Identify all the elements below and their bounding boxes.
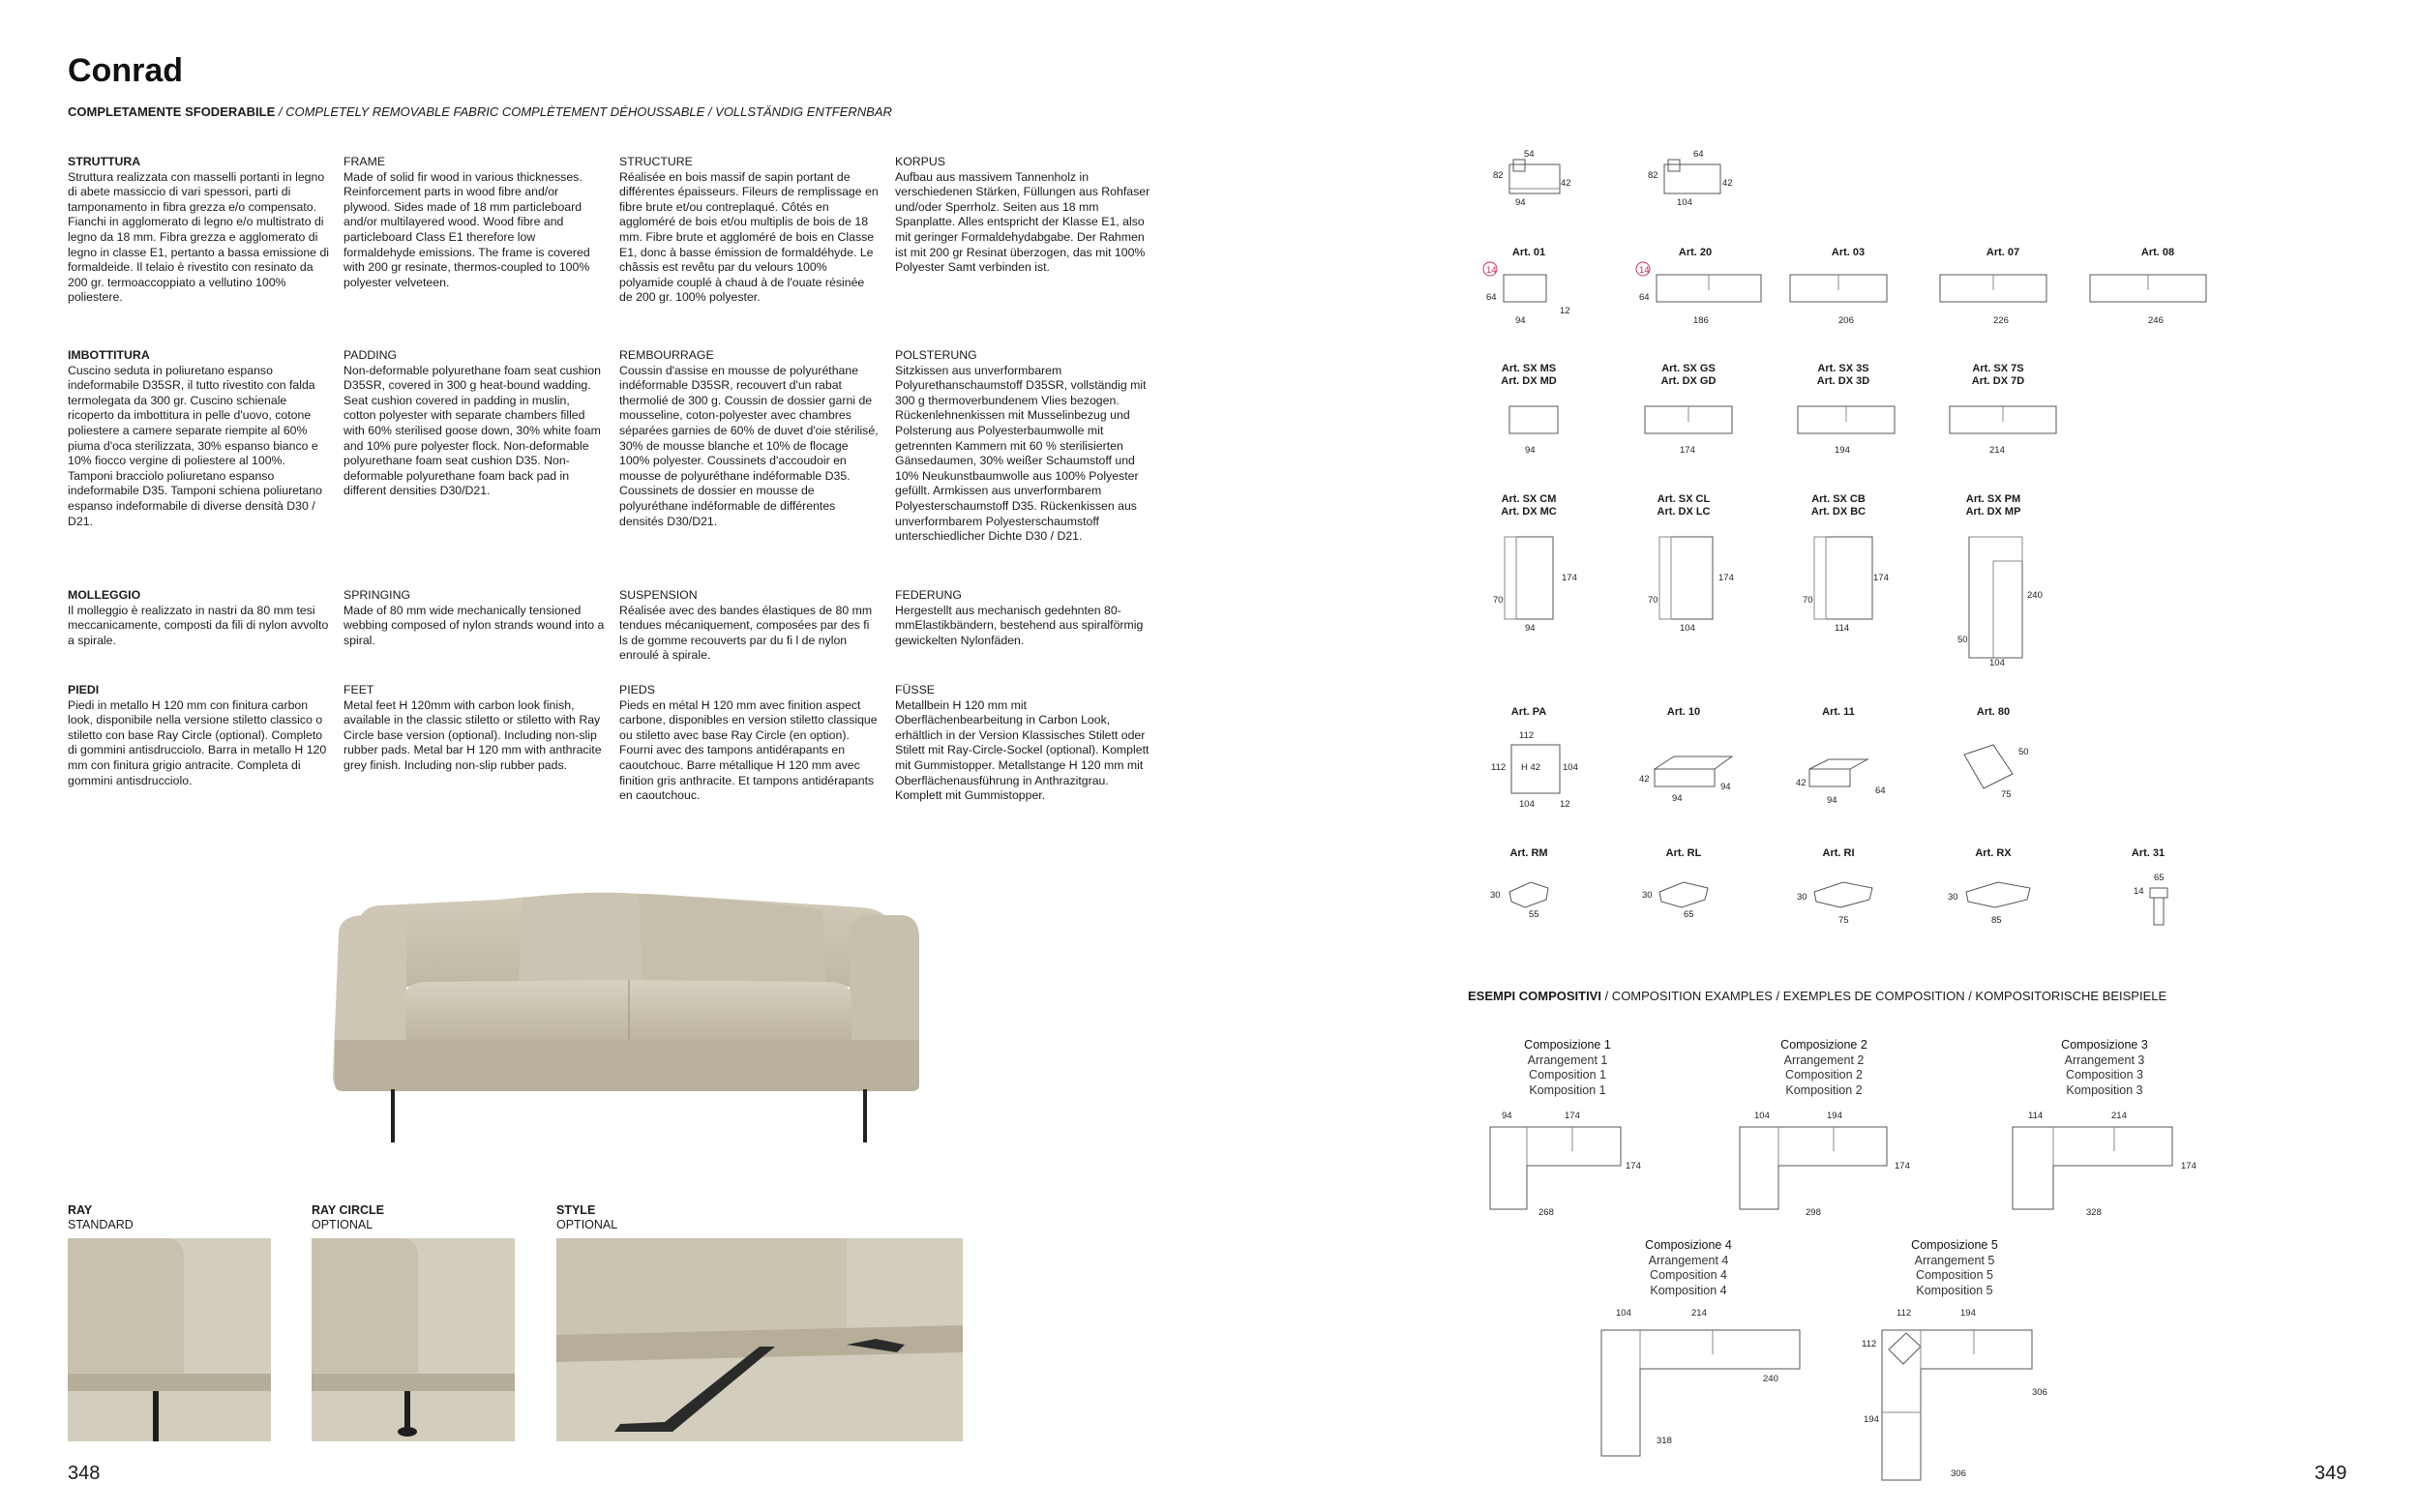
dim-r1-5: 64 [1639,292,1650,303]
dim-r4-0: 112 [1519,730,1535,741]
drawings-row-3 [1490,532,2071,667]
comp2-dim-1: 194 [1827,1111,1842,1121]
comp4-dim-0: 104 [1616,1308,1631,1319]
dim-top2-b: 82 [1648,170,1658,181]
col-en-padding: PADDING Non-deformable polyurethane foam seat cushion D35SR, covered in 300 g heat-bound wadding. Seat cushion covered in padding in muslin, cotton polyester with separate chambers filled with 60% sterilised goose down, 30% white foam and 10% pure polyester flock. Non-deformable polyurethane foam seat cushion D35. Non-deformable polyurethane foam back pad in different densities D30/D21. [343,348,601,498]
dim-top1-b: 82 [1493,170,1504,181]
dim-r4-8: 94 [1720,782,1731,792]
art-label-rl: Art. RL [1665,847,1702,859]
comp1-dim-2: 174 [1626,1161,1641,1171]
art-label-01: Art. 01 [1511,247,1546,258]
art-label-cl-lc: Art. SX CL Art. DX LC [1657,493,1711,518]
dim-r3-3: 174 [1718,573,1734,583]
dim-r5-2: 30 [1642,890,1653,901]
drawings-row-4 [1490,735,2071,813]
col-de-polsterung: POLSTERUNG Sitzkissen aus unverformbarem Polyurethanschaumstoff D35SR, vollständig mit 300 g thermoverbundenem Vlies bezogen. Rückenlehnenkissen mit Musselinbezug und Polsterung aus Polyesterbaumwolle mit getrennten Kammern mit 60 % sterilisierten Gänsedaumen, 30% weißer Schaumstoff und 10% Neukunstbaumwolle aus 100% Polyester gefüllt. Armkissen aus unverformbarem Polyesterschaumstoff D35. Rückenkissen aus unverformbarem Polyesterschaumstoff unterschiedlicher Dichte D30 / D21. [895,348,1147,544]
dim-r2-1: 174 [1680,445,1695,456]
col-fr-suspension: SUSPENSION Réalisée avec des bandes élastiques de 80 mm tendues mécaniquement, composées par des fi ls de gomme recouverts par du fi l de nylon enroulé à spirale. [619,588,873,663]
dim-r1-8: 226 [1993,315,2009,326]
page-number-left: 348 [68,1463,101,1484]
composition-1-label: Composizione 1 Arrangement 1 Composition 1 Komposition 1 [1524,1038,1611,1097]
dim-r3-9: 240 [2027,590,2043,601]
dim-r4-10: 94 [1827,795,1837,806]
dim-top2-a: 64 [1693,149,1704,160]
comp1-dim-3: 268 [1538,1207,1554,1218]
dim-r2-0: 94 [1525,445,1536,456]
art-label-10: Art. 10 [1666,706,1701,718]
dim-r2-2: 194 [1835,445,1850,456]
dim-r4-5: 12 [1560,799,1570,810]
dim-r5-9: 14 [2134,886,2144,897]
comp5-dim-4: 194 [1864,1414,1879,1425]
col-it-molleggio: MOLLEGGIO Il molleggio è realizzato in nastri da 80 mm tesi meccanicamente, composti da fili di nylon avvolto a spirale. [68,588,329,647]
leg-label-ray-circle: RAY CIRCLE OPTIONAL [312,1203,385,1231]
dim-r1-0: 14 [1486,265,1497,276]
art-label-cb-bc: Art. SX CB Art. DX BC [1810,493,1867,518]
dim-r1-3: 94 [1515,315,1526,326]
comp5-dim-1: 194 [1960,1308,1976,1319]
dim-r3-0: 174 [1562,573,1577,583]
dim-r4-7: 94 [1672,793,1683,804]
comp5-dim-0: 112 [1896,1308,1912,1319]
comp4-dim-1: 214 [1691,1308,1707,1319]
dim-r1-4: 14 [1639,265,1650,276]
leg-label-style: STYLE OPTIONAL [556,1203,618,1231]
dim-r4-1: 112 [1491,762,1507,773]
dim-top1-a: 54 [1524,149,1535,160]
comp4-dim-3: 318 [1657,1436,1672,1446]
art-label-cm-mc: Art. SX CM Art. DX MC [1501,493,1557,518]
art-label-pm-mp: Art. SX PM Art. DX MP [1965,493,2021,518]
dim-r4-2: H 42 [1521,762,1541,773]
dim-r3-7: 70 [1803,595,1813,606]
art-label-rm: Art. RM [1509,847,1548,859]
art-label-7s-7d: Art. SX 7S Art. DX 7D [1971,363,2025,387]
dim-r4-11: 64 [1875,786,1886,796]
dim-r4-9: 42 [1796,778,1807,788]
dim-r1-7: 206 [1838,315,1854,326]
dim-r5-0: 30 [1490,890,1501,901]
dim-r1-6: 186 [1693,315,1709,326]
comp3-dim-0: 114 [2028,1111,2044,1121]
comp1-dim-1: 174 [1565,1111,1580,1121]
comp5-dim-2: 112 [1862,1339,1877,1349]
dim-r1-9: 246 [2148,315,2164,326]
art-label-pa: Art. PA [1510,706,1547,718]
art-label-ms-md: Art. SX MS Art. DX MD [1501,363,1557,387]
art-label-08: Art. 08 [2140,247,2175,258]
dim-r5-8: 65 [2154,873,2165,883]
art-label-ri: Art. RI [1822,847,1855,859]
col-fr-pieds: PIEDS Pieds en métal H 120 mm avec finition aspect carbone, disponibles en version stiletto classique ou stiletto avec base Ray Circle (en option). Fourni avec des tampons antidérapants en caoutchouc. Barre métallique H 120 mm avec finition gris anthracite. Et tampons antidérapants en caoutchouc. [619,683,878,803]
dim-top2-c: 42 [1722,178,1733,189]
page-title: Conrad [68,52,183,89]
page-number-right: 349 [2314,1463,2347,1484]
dim-r3-5: 104 [1680,623,1695,634]
art-label-rx: Art. RX [1975,847,2012,859]
dim-r4-6: 42 [1639,774,1650,785]
dim-r4-4: 104 [1519,799,1535,810]
col-it-imbottitura: IMBOTTITURA Cuscino seduta in poliuretano espanso indeformabile D35SR, il tutto rivestito con falda termolegata da 300 gr. Cuscino schienale ricoperto da imbottitura in pelle d'uovo, cotone poliestere a camere separate riempite al 60% piuma d'oca sterilizzata, 30% espanso bianco e 10% fiocco vergine di poliestere al 100%. Tamponi bracciolo poliuretano espanso indeformabile D35. Tamponi schiena poliuretano espanso indeformabile di diverse densità D30 / D21. [68,348,322,528]
dim-r5-7: 85 [1991,915,2002,926]
comp2-dim-3: 298 [1806,1207,1821,1218]
dim-r1-2: 12 [1560,306,1570,316]
col-en-feet: FEET Metal feet H 120mm with carbon look finish, available in the classic stiletto or stiletto with Ray Circle base version (optional). Including non-slip rubber pads. Metal bar H 120 mm with anthracite grey finish. Including non-slip rubber pads. [343,683,602,772]
dim-r5-4: 30 [1797,892,1807,903]
sofa-photo [319,871,939,1151]
composition-3-label: Composizione 3 Arrangement 3 Composition 3 Komposition 3 [2061,1038,2148,1097]
art-label-gs-gd: Art. SX GS Art. DX GD [1660,363,1717,387]
dim-r4-12: 50 [2018,747,2029,757]
art-label-11: Art. 11 [1822,706,1855,718]
comp1-dim-0: 94 [1502,1111,1512,1121]
art-label-3s-3d: Art. SX 3S Art. DX 3D [1816,363,1870,387]
composition-4-label: Composizione 4 Arrangement 4 Composition 4 Komposition 4 [1645,1238,1732,1297]
composition-drawings-row-2 [1587,1316,2051,1490]
dim-r5-5: 75 [1838,915,1849,926]
comp4-dim-2: 240 [1763,1374,1778,1384]
dim-r3-1: 70 [1493,595,1504,606]
dim-r5-3: 65 [1684,909,1694,920]
col-de-fusse: FÜSSE Metallbein H 120 mm mit Oberflächenbearbeitung in Carbon Look, erhältlich in der Version Klassisches Stilett oder Stilett mit Ray-Circle-Sockel (optional). Komplett mit Gummistopper. Metallstange H 120 mm mit Oberflächenausführung in Anthrazitgrau. Komplett mit Gummistopper. [895,683,1150,803]
col-de-korpus: KORPUS Aufbau aus massivem Tannenholz in verschiedenen Stärken, Füllungen aus Rohfaser und/oder Sperrholz. Seiten aus 18 mm Spanplatte. Alles entspricht der Klasse E1, also mit geringer Formaldehydabgabe. Der Rahmen ist mit 200 gr Resinat überzogen, das mit 100% Polyester Samt verbinden ist. [895,155,1150,275]
col-en-frame: FRAME Made of solid fir wood in various thicknesses. Reinforcement parts in wood fibre and/or plywood. Sides made of 18 mm particleboard and/or multilayered wood. Wood fibre and particleboard Class E1 therefore low formaldehyde emissions. The frame is covered with 200 gr resinate, thermos-coupled to 100% polyester velveteen. [343,155,590,289]
dim-r1-1: 64 [1486,292,1497,303]
page-subtitle: COMPLETAMENTE SFODERABILE / COMPLETELY REMOVABLE FABRIC COMPLÈTEMENT DÉHOUSSABLE / VOLLSTÄNDIG ENTFERNBAR [68,104,892,119]
dim-top2-d: 104 [1677,197,1692,208]
drawings-row-2 [1490,397,2071,445]
comp5-dim-3: 306 [2032,1387,2047,1398]
col-en-springing: SPRINGING Made of 80 mm wide mechanically tensioned webbing composed of nylon strands wound into a spiral. [343,588,605,647]
comp2-dim-0: 104 [1754,1111,1770,1121]
comp3-dim-3: 328 [2086,1207,2102,1218]
col-it-piedi: PIEDI Piedi in metallo H 120 mm con finitura carbon look, disponibile nella versione stiletto classico o stiletto con base Ray Circle (optional). Completo di gommini antisdrucciolo. Barra in metallo H 120 mm con finitura grigio antracite. Completa di gommini antisdrucciolo. [68,683,327,787]
col-it-struttura: STRUTTURA Struttura realizzata con masselli portanti in legno di abete massiccio di vari spessori, parti di tamponamento in fibra grezza e/o compensato. Fianchi in agglomerato di legno e/o multistrato di legno da 18 mm. Fibra grezza e agglomerato di legno in classe E1, pertanto a bassa emissione di formaldeide. Il telaio è rivestito con resinato da 200 gr. termoaccoppiato a vellutino 100% poliestere. [68,155,330,305]
comp5-dim-5: 306 [1951,1468,1966,1479]
composition-2-label: Composizione 2 Arrangement 2 Composition 2 Komposition 2 [1780,1038,1867,1097]
art-label-31: Art. 31 [2131,847,2165,859]
comp3-dim-1: 214 [2111,1111,2127,1121]
art-label-03: Art. 03 [1831,247,1866,258]
col-de-federung: FEDERUNG Hergestellt aus mechanisch gedehnten 80-mmElastikbändern, bestehend aus spiralförmig gewickelten Nylonfäden. [895,588,1144,647]
comp2-dim-2: 174 [1895,1161,1910,1171]
dim-r3-2: 94 [1525,623,1536,634]
comp3-dim-2: 174 [2181,1161,2196,1171]
dim-r4-13: 75 [2001,789,2012,800]
dim-r5-6: 30 [1948,892,1958,903]
col-fr-rembourrage: REMBOURRAGE Coussin d'assise en mousse de polyuréthane indéformable D35SR, recouvert d'un rabat thermolié de 300 g. Coussin de dossier garni de mousseline, coton-polyester avec chambres séparées garnies de 60% de duvet d'oie stérilisé, 30% de mousse blanche et 10% de flocage 100% polyester. Coussinets d'accoudoir en mousse de polyuréthane indéformable D35. Coussinets de dossier en mousse de polyuréthane indéformable de différentes densités D30/D21. [619,348,879,528]
dim-r3-4: 70 [1648,595,1658,606]
composition-5-label: Composizione 5 Arrangement 5 Composition 5 Komposition 5 [1911,1238,1998,1297]
art-label-07: Art. 07 [1986,247,2020,258]
leg-label-ray: RAY STANDARD [68,1203,134,1231]
dim-r3-11: 104 [1989,658,2005,668]
leg-detail-ray [68,1238,271,1441]
dim-r4-3: 104 [1563,762,1578,773]
col-fr-structure: STRUCTURE Réalisée en bois massif de sapin portant de différentes épaisseurs. Fileurs de remplissage en fibre brute et/ou contreplaqué. Côtés en aggloméré de bois et/ou multiplis de bois de 18 mm. Fibre brute et aggloméré de bois en Classe E1, donc à basse émission de formaldéhyde. Le châssis est revêtu par du velours 100% polyamide couplé à chaud à de l'ouate résinée de 200 gr. 100% polyester. [619,155,879,305]
dim-r2-3: 214 [1989,445,2005,456]
dim-top1-c: 42 [1561,178,1571,189]
dim-top1-d: 94 [1515,197,1526,208]
dim-r3-10: 50 [1957,635,1968,645]
leg-detail-ray-circle [312,1238,515,1441]
dim-r3-6: 174 [1873,573,1889,583]
art-label-80: Art. 80 [1976,706,2011,718]
dim-r5-1: 55 [1529,909,1539,920]
examples-heading: ESEMPI COMPOSITIVI / COMPOSITION EXAMPLES / EXEMPLES DE COMPOSITION / KOMPOSITORISCHE BEISPIELE [1468,989,2167,1003]
leg-detail-style [556,1238,963,1441]
dim-r3-8: 114 [1835,623,1850,634]
art-label-20: Art. 20 [1678,247,1713,258]
